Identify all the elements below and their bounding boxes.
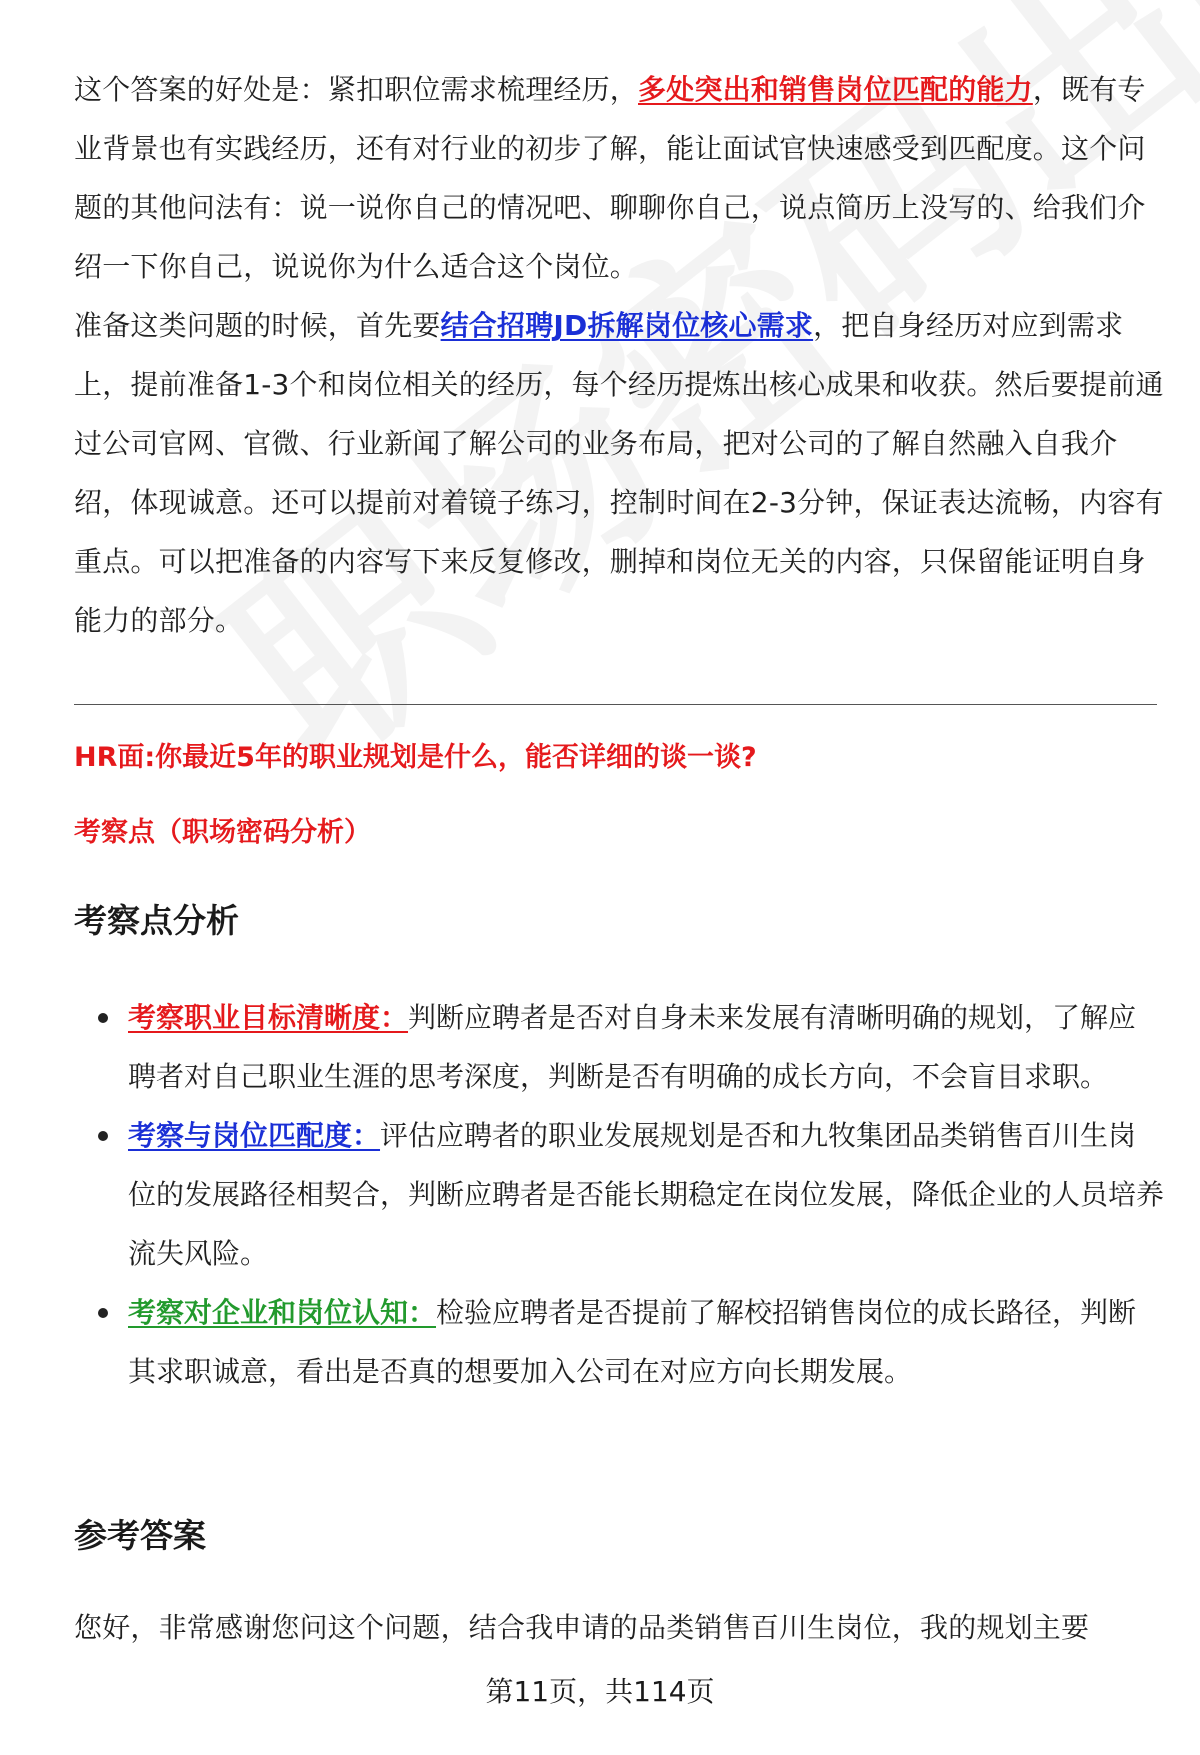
hr-question-subtitle: 考察点（职场密码分析）	[74, 817, 371, 848]
paragraph-preparation-tips	[74, 296, 1164, 650]
point-text: 判断应聘者是否对自身未来发展有清晰明确的规划，了解应聘者对自己职业生涯的思考深度，判断是否有明确的成长方向，不会盲目求职。	[128, 1001, 1137, 1093]
section-divider	[74, 704, 1157, 705]
analysis-point	[74, 988, 1164, 1106]
answer-text: 您好，非常感谢您问这个问题，结合我申请的品类销售百川生岗位，我的规划主要	[74, 1611, 1090, 1644]
bullet-icon	[98, 1131, 108, 1141]
point-label: 考察与岗位匹配度：	[128, 1119, 381, 1152]
paragraph-answer-benefits	[74, 60, 1164, 296]
reference-answer-start	[74, 1598, 1164, 1657]
point-label: 考察对企业和岗位认知：	[128, 1296, 437, 1329]
bullet-icon	[98, 1308, 108, 1318]
point-text: 检验应聘者是否提前了解校招销售岗位的成长路径，判断其求职诚意，看出是否真的想要加入公司在对应方向长期发展。	[128, 1296, 1137, 1388]
page-number-footer: 第11页，共114页	[485, 1675, 715, 1708]
analysis-point	[74, 1283, 1164, 1401]
point-text: 评估应聘者的职业发展规划是否和九牧集团品类销售百川生岗位的发展路径相契合，判断应聘者是否能长期稳定在岗位发展，降低企业的人员培养流失风险。	[128, 1119, 1165, 1270]
para2-suffix: ，把自身经历对应到需求上，提前准备1-3个和岗位相关的经历，每个经历提炼出核心成果和收获。然后要提前通过公司官网、官微、行业新闻了解公司的业务布局，把对公司的了解自然融入自我介绍，体现诚意。还可以提前对着镜子练习，控制时间在2-3分钟，保证表达流畅，内容有重点。可以把准备的内容写下来反复修改，删掉和岗位无关的内容，只保留能证明自身能力的部分。	[74, 309, 1164, 637]
hr-question-heading: HR面:你最近5年的职业规划是什么，能否详细的谈一谈?	[74, 742, 757, 773]
para1-prefix: 这个答案的好处是：紧扣职位需求梳理经历，	[74, 73, 639, 106]
point-label: 考察职业目标清晰度：	[128, 1001, 409, 1034]
para2-prefix: 准备这类问题的时候，首先要	[74, 309, 441, 342]
para1-suffix: ，既有专业背景也有实践经历，还有对行业的初步了解，能让面试官快速感受到匹配度。这个问题的其他问法有：说一说你自己的情况吧、聊聊你自己，说点简历上没写的、给我们介绍一下你自己，说说你为什么适合这个岗位。	[74, 73, 1146, 283]
para2-highlight: 结合招聘JD拆解岗位核心需求	[440, 309, 814, 342]
para1-highlight: 多处突出和销售岗位匹配的能力	[638, 73, 1033, 106]
reference-answer-heading: 参考答案	[74, 1516, 206, 1555]
analysis-points-list	[74, 988, 1164, 1401]
analysis-point	[74, 1106, 1164, 1283]
bullet-icon	[98, 1013, 108, 1023]
analysis-heading: 考察点分析	[74, 901, 239, 940]
